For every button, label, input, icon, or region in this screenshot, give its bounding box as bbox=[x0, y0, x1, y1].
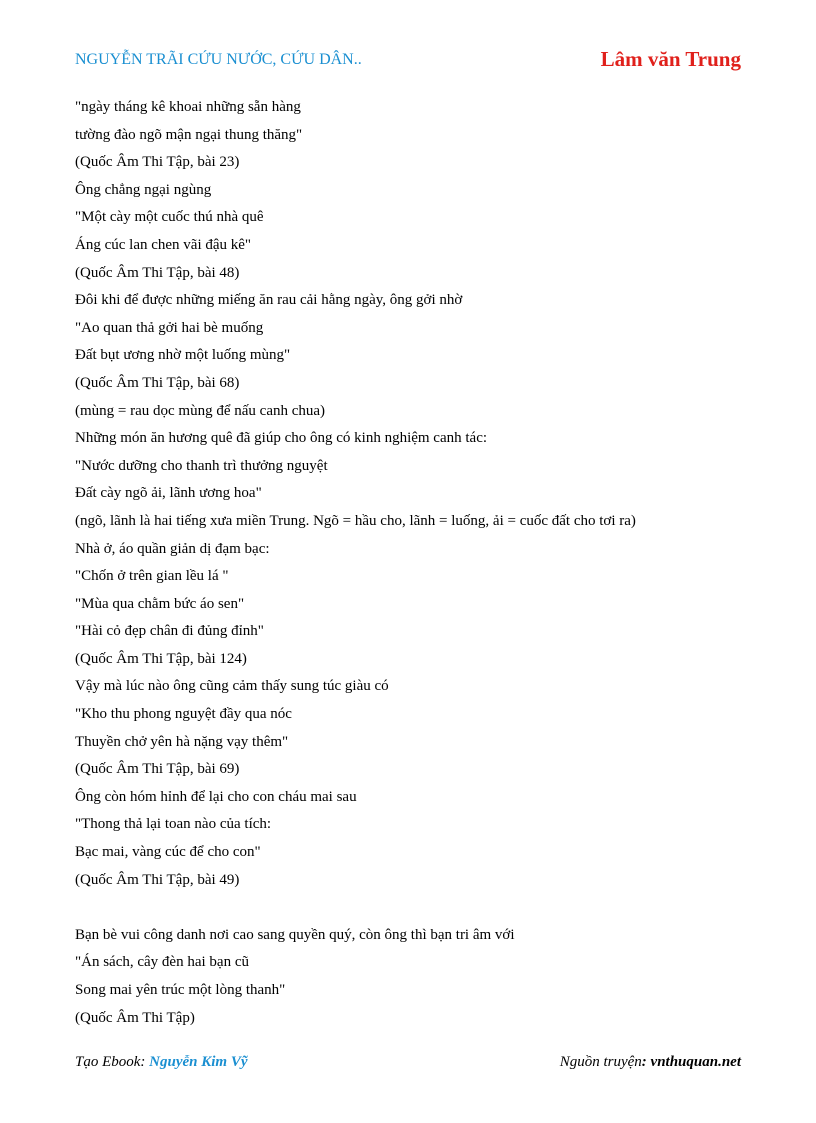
footer-source-label: Nguồn truyện bbox=[559, 1054, 642, 1070]
text-line: (Quốc Âm Thi Tập, bài 69) bbox=[75, 761, 240, 778]
text-line: (Quốc Âm Thi Tập, bài 48) bbox=[75, 264, 240, 281]
text-line: "Nước dưỡng cho thanh trì thưởng nguyệt bbox=[75, 457, 328, 474]
text-line: (Quốc Âm Thi Tập, bài 49) bbox=[75, 871, 240, 888]
footer-source-site: vnthuquan.net bbox=[650, 1054, 741, 1070]
text-line: Thuyền chở yên hà nặng vạy thêm" bbox=[75, 733, 289, 750]
text-line: Bạc mai, vàng cúc để cho con" bbox=[75, 844, 261, 861]
text-line: (Quốc Âm Thi Tập, bài 68) bbox=[75, 374, 240, 391]
footer-ebook-label: Tạo Ebook bbox=[75, 1054, 141, 1070]
footer-source-credit bbox=[560, 1054, 741, 1071]
paragraph-break bbox=[75, 894, 755, 922]
text-line: "Một cày một cuốc thú nhà quê bbox=[75, 209, 264, 226]
text-line: Đất bụt ương nhờ một luống mùng" bbox=[75, 347, 291, 364]
footer-ebook-separator: : bbox=[140, 1054, 150, 1070]
text-line: "Án sách, cây đèn hai bạn cũ bbox=[75, 954, 249, 971]
text-line: "Hài cỏ đẹp chân đi đủng đỉnh" bbox=[75, 623, 264, 640]
footer-ebook-author: Nguyễn Kim Vỹ bbox=[149, 1054, 248, 1070]
text-line: "Chốn ở trên gian lều lá " bbox=[75, 568, 229, 585]
text-line: tường đào ngõ mận ngại thung thăng" bbox=[75, 126, 303, 143]
text-line: "ngày tháng kê khoai những sẵn hàng bbox=[75, 99, 301, 115]
text-line: Bạn bè vui công danh nơi cao sang quyền quý, còn ông thì bạn tri âm với bbox=[75, 926, 515, 943]
text-line: (Quốc Âm Thi Tập) bbox=[75, 1009, 195, 1026]
text-line: Đôi khi để được những miếng ăn rau cải hằng ngày, ông gởi nhờ bbox=[75, 292, 463, 309]
text-line: Đất cày ngõ ải, lãnh ương hoa" bbox=[75, 485, 262, 502]
document-body bbox=[75, 94, 755, 1032]
text-line: "Thong thả lại toan nào của tích: bbox=[75, 816, 272, 833]
text-line: Song mai yên trúc một lòng thanh" bbox=[75, 982, 286, 998]
document-author: Lâm văn Trung bbox=[600, 47, 741, 71]
text-line: Vậy mà lúc nào ông cũng cảm thấy sung túc giàu có bbox=[75, 678, 389, 695]
footer-source-separator: : bbox=[641, 1054, 651, 1070]
footer-ebook-credit bbox=[75, 1054, 248, 1071]
document-title: NGUYỄN TRÃI CỨU NƯỚC, CỨU DÂN.. bbox=[75, 51, 362, 68]
text-line: Nhà ở, áo quần giản dị đạm bạc: bbox=[75, 540, 270, 557]
text-line: (ngõ, lãnh là hai tiếng xưa miền Trung. Ngõ = hầu cho, lãnh = luống, ải = cuốc đất cho tơi ra) bbox=[75, 512, 636, 529]
text-line: "Mùa qua chằm bức áo sen" bbox=[75, 595, 245, 612]
text-line: Những món ăn hương quê đã giúp cho ông có kinh nghiệm canh tác: bbox=[75, 430, 488, 447]
text-line: "Ao quan thả gởi hai bè muống bbox=[75, 319, 264, 336]
text-line: Ông còn hóm hỉnh để lại cho con cháu mai sau bbox=[75, 788, 357, 805]
text-line: (Quốc Âm Thi Tập, bài 124) bbox=[75, 650, 247, 667]
text-line: Áng cúc lan chen vãi đậu kê" bbox=[75, 236, 252, 253]
text-line: "Kho thu phong nguyệt đầy qua nóc bbox=[75, 706, 292, 723]
text-line: Ông chẳng ngại ngùng bbox=[75, 181, 212, 198]
text-line: (mùng = rau dọc mùng để nấu canh chua) bbox=[75, 402, 326, 419]
text-line: (Quốc Âm Thi Tập, bài 23) bbox=[75, 154, 240, 171]
